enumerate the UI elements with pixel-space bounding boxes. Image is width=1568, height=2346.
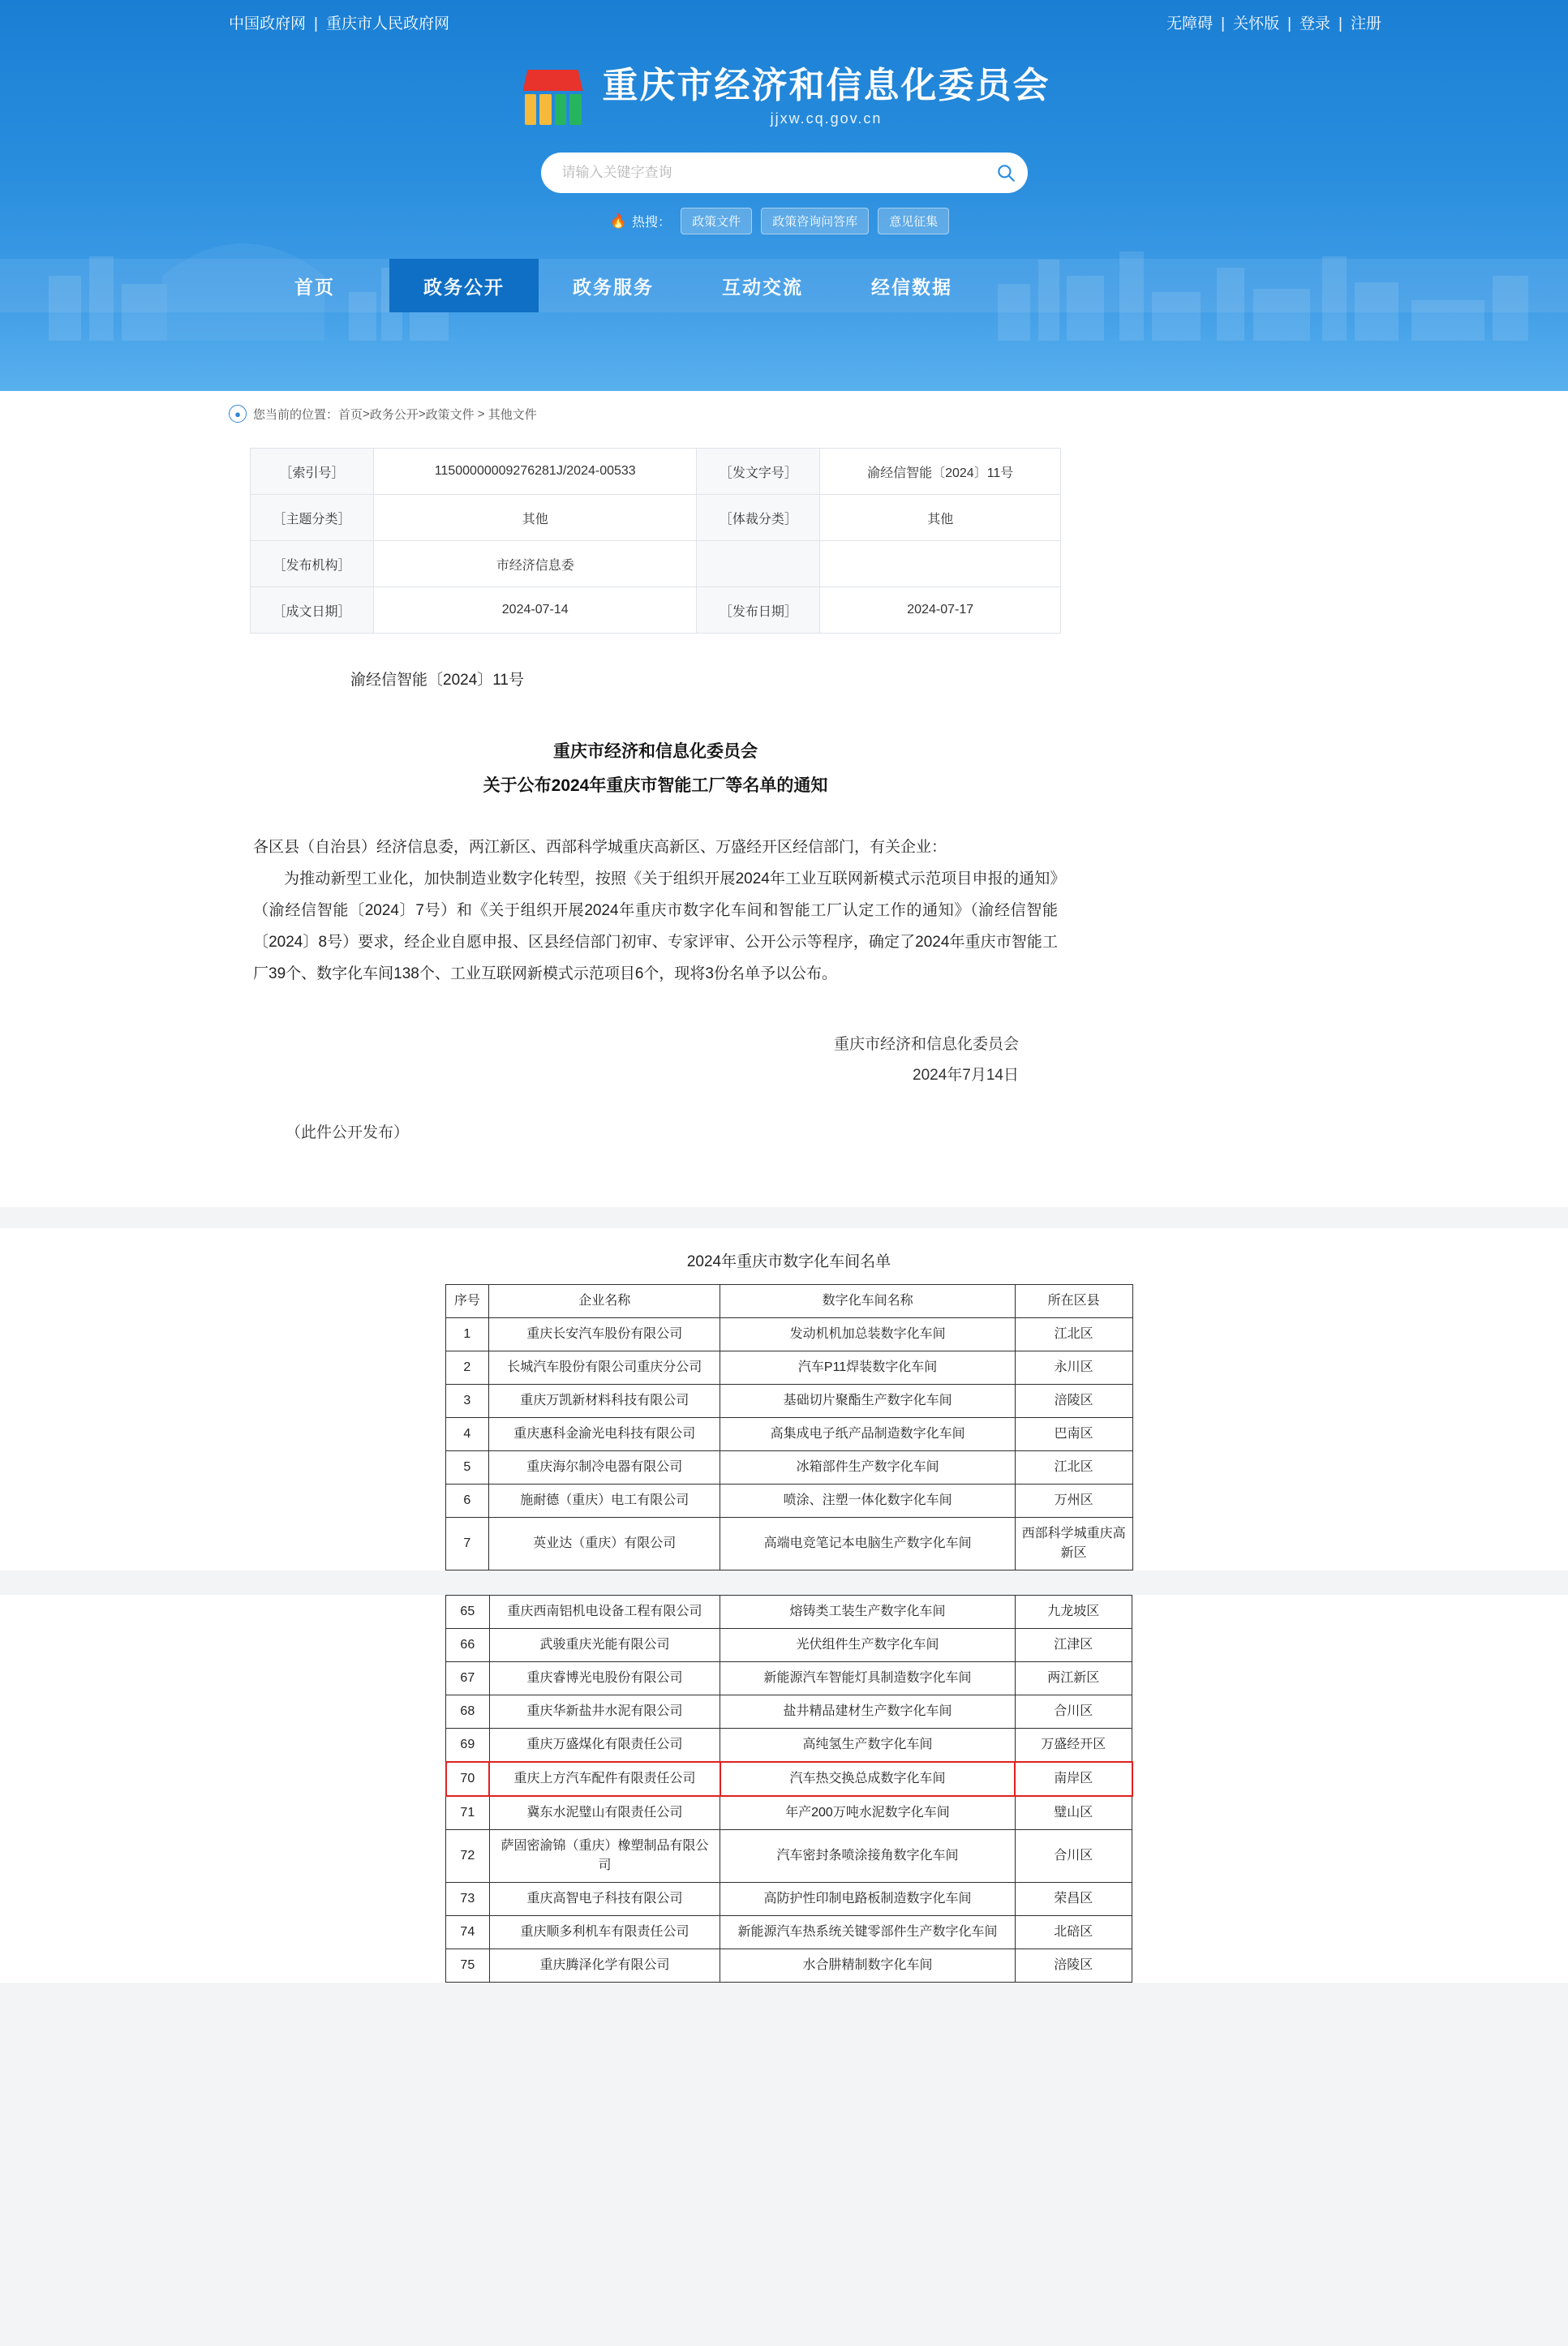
cell-no: 3 — [445, 1384, 489, 1417]
cell-no: 70 — [446, 1762, 490, 1796]
cell-district: 璧山区 — [1015, 1796, 1132, 1830]
cell-company: 冀东水泥璧山有限责任公司 — [489, 1796, 720, 1830]
top-links-left — [229, 11, 449, 33]
cell-company: 重庆长安汽车股份有限公司 — [489, 1317, 720, 1351]
link-accessibility[interactable]: 无障碍 — [1166, 15, 1214, 32]
breadcrumb-item-policy[interactable]: 政策文件 — [425, 407, 475, 422]
cell-no: 66 — [446, 1628, 490, 1661]
cell-no: 4 — [445, 1417, 489, 1450]
table-row — [446, 1882, 1132, 1915]
table-row — [446, 1628, 1132, 1661]
meta-label-index: ［索引号］ — [251, 449, 374, 495]
page-break — [0, 1570, 1568, 1595]
page-title — [253, 735, 1058, 803]
site-brand — [0, 62, 1568, 131]
table-row — [445, 1384, 1132, 1417]
divider: | — [1338, 15, 1342, 32]
cell-workshop: 熔铸类工装生产数字化车间 — [720, 1595, 1015, 1628]
link-register[interactable]: 注册 — [1350, 15, 1381, 32]
table-header-row — [445, 1284, 1132, 1317]
cell-workshop: 喷涂、注塑一体化数字化车间 — [720, 1484, 1016, 1517]
cell-district: 南岸区 — [1015, 1762, 1132, 1796]
top-links-right — [1166, 11, 1381, 33]
table-row — [445, 1317, 1132, 1351]
article-content — [0, 448, 1568, 1207]
cell-workshop: 冰箱部件生产数字化车间 — [720, 1450, 1016, 1484]
document-title-line2: 关于公布2024年重庆市智能工厂等名单的通知 — [483, 776, 828, 795]
cell-workshop: 新能源汽车热系统关键零部件生产数字化车间 — [720, 1915, 1015, 1949]
cell-no: 2 — [445, 1351, 489, 1384]
cell-district: 万州区 — [1015, 1484, 1132, 1517]
hot-search-area — [0, 208, 1568, 234]
list-title: 2024年重庆市数字化车间名单 — [686, 1252, 891, 1270]
cell-company: 重庆海尔制冷电器有限公司 — [489, 1450, 720, 1484]
table-row — [251, 541, 1061, 587]
cell-no: 69 — [446, 1728, 490, 1762]
site-title: 重庆市经济和信息化委员会 — [602, 66, 1050, 106]
section-gap — [0, 1207, 1568, 1228]
cell-company: 武骏重庆光能有限公司 — [489, 1628, 720, 1661]
meta-label-genre: ［体裁分类］ — [697, 495, 820, 541]
meta-value-publishdate: 2024-07-17 — [820, 587, 1061, 634]
location-icon: ● — [229, 405, 247, 423]
list-wrap-bottom — [384, 1595, 1195, 1983]
cell-workshop: 高集成电子纸产品制造数字化车间 — [720, 1417, 1016, 1450]
table-row — [446, 1796, 1132, 1830]
cell-district: 合川区 — [1015, 1695, 1132, 1728]
document-salutation: 各区县（自治县）经济信息委，两江新区、西部科学城重庆高新区、万盛经开区经信部门，有关企业： — [253, 839, 947, 856]
cell-company: 长城汽车股份有限公司重庆分公司 — [489, 1351, 720, 1384]
breadcrumb — [0, 391, 1568, 436]
cell-no: 5 — [445, 1450, 489, 1484]
list-section-bottom — [0, 1595, 1568, 1983]
meta-value-docnumber: 渝经信智能〔2024〕11号 — [820, 449, 1061, 495]
cell-workshop: 汽车热交换总成数字化车间 — [720, 1762, 1015, 1796]
cell-no: 71 — [446, 1796, 490, 1830]
cell-district: 江北区 — [1015, 1450, 1132, 1484]
cell-district: 万盛经开区 — [1015, 1728, 1132, 1762]
table-row — [446, 1595, 1132, 1628]
breadcrumb-item-other[interactable]: 其他文件 — [488, 407, 537, 422]
table-row — [445, 1351, 1132, 1384]
table-row — [446, 1915, 1132, 1949]
nav-item-interaction[interactable]: 互动交流 — [722, 276, 803, 298]
cell-district: 江津区 — [1015, 1628, 1132, 1661]
meta-label-publishdate: ［发布日期］ — [697, 587, 820, 634]
meta-label-writtendate: ［成文日期］ — [251, 587, 374, 634]
meta-value-writtendate: 2024-07-14 — [374, 587, 697, 634]
site-domain: jjxw.cq.gov.cn — [770, 110, 883, 127]
table-row — [251, 449, 1061, 495]
meta-value-empty — [820, 541, 1061, 587]
cell-no: 72 — [446, 1829, 490, 1882]
meta-value-index: 11500000009276281J/2024-00533 — [374, 449, 697, 495]
hot-tag-policy-docs[interactable]: 政策文件 — [681, 208, 752, 234]
nav-item-government-affairs[interactable]: 政务公开 — [389, 259, 539, 312]
cell-no: 74 — [446, 1915, 490, 1949]
breadcrumb-sep: > — [418, 406, 426, 421]
cell-no: 7 — [445, 1517, 489, 1570]
table-row — [446, 1728, 1132, 1762]
cell-district: 西部科学城重庆高新区 — [1015, 1517, 1132, 1570]
breadcrumb-item-home[interactable]: 首页 — [338, 407, 363, 422]
document-title-line1: 重庆市经济和信息化委员会 — [553, 742, 758, 761]
nav-item-data[interactable]: 经信数据 — [871, 276, 952, 298]
cell-workshop: 年产200万吨水泥数字化车间 — [720, 1796, 1015, 1830]
top-utility-bar — [0, 0, 1568, 44]
col-header-district: 所在区县 — [1015, 1284, 1132, 1317]
cell-company: 英业达（重庆）有限公司 — [489, 1517, 720, 1570]
digital-workshop-table-bottom — [445, 1595, 1133, 1983]
fire-icon: 🔥 — [609, 213, 628, 229]
search-input[interactable] — [561, 164, 992, 182]
cell-workshop: 盐井精品建材生产数字化车间 — [720, 1695, 1015, 1728]
list-section-top — [0, 1249, 1568, 1570]
breadcrumb-prefix: 您当前的位置： — [253, 407, 339, 422]
cell-no: 68 — [446, 1695, 490, 1728]
divider: | — [1221, 15, 1226, 32]
digital-workshop-table-top — [445, 1284, 1133, 1570]
link-login[interactable]: 登录 — [1300, 15, 1331, 32]
meta-label-topic: ［主题分类］ — [251, 495, 374, 541]
cell-company: 重庆睿博光电股份有限公司 — [489, 1661, 720, 1695]
cell-workshop: 发动机机加总装数字化车间 — [720, 1317, 1016, 1351]
cell-company: 重庆腾泽化学有限公司 — [489, 1949, 720, 1982]
brand-text — [603, 66, 1050, 127]
cell-workshop: 基础切片聚酯生产数字化车间 — [720, 1384, 1016, 1417]
cell-workshop: 汽车密封条喷涂接角数字化车间 — [720, 1829, 1015, 1882]
nav-item-services[interactable]: 政务服务 — [573, 276, 654, 298]
cell-company: 重庆万凯新材料科技有限公司 — [489, 1384, 720, 1417]
document-body — [250, 668, 1061, 1175]
cell-company: 萨固密渝锦（重庆）橡塑制品有限公司 — [489, 1829, 720, 1882]
cell-company: 重庆惠科金渝光电科技有限公司 — [489, 1417, 720, 1450]
search-area — [0, 153, 1568, 193]
cell-workshop: 汽车P11焊装数字化车间 — [720, 1351, 1016, 1384]
cell-no: 65 — [446, 1595, 490, 1628]
document-publish-note: （此件公开发布） — [286, 1124, 410, 1141]
table-row — [251, 587, 1061, 634]
cell-district: 巴南区 — [1015, 1417, 1132, 1450]
cell-district: 江北区 — [1015, 1317, 1132, 1351]
document-paragraph-1: 为推动新型工业化，加快制造业数字化转型，按照《关于组织开展2024年工业互联网新模式示范项目申报的通知》（渝经信智能〔2024〕7号）和《关于组织开展2024年重庆市数字化车间和智能工厂认定工作的通知》（渝经信智能〔2024〕8号）要求，经企业自愿申报、区县经信部门初审、专家评审、公开公示等程序，确定了2024年重庆市智能工厂39个、数字化车间138个、工业互联网新模式示范项目6个，现将3份名单予以公布。 — [253, 870, 1058, 982]
document-number: 渝经信智能〔2024〕11号 — [350, 672, 524, 689]
cell-company: 重庆高智电子科技有限公司 — [489, 1882, 720, 1915]
signature-organization: 重庆市经济和信息化委员会 — [833, 1035, 1019, 1053]
table-row — [445, 1450, 1132, 1484]
cell-company: 重庆上方汽车配件有限责任公司 — [489, 1762, 720, 1796]
table-row — [445, 1417, 1132, 1450]
table-row — [446, 1949, 1132, 1982]
breadcrumb-item-gov[interactable]: 政务公开 — [369, 407, 419, 422]
breadcrumb-sep: > — [474, 406, 488, 421]
table-row — [445, 1517, 1132, 1570]
table-row — [446, 1695, 1132, 1728]
table-row — [446, 1661, 1132, 1695]
cell-company: 重庆顺多利机车有限责任公司 — [489, 1915, 720, 1949]
meta-label-empty — [697, 541, 820, 587]
col-header-company: 企业名称 — [489, 1284, 720, 1317]
search-icon[interactable] — [992, 159, 1020, 187]
divider: | — [314, 15, 318, 32]
meta-value-genre: 其他 — [820, 495, 1061, 541]
list-wrap-top — [384, 1249, 1195, 1570]
breadcrumb-sep: > — [363, 406, 370, 421]
cell-workshop: 高端电竞笔记本电脑生产数字化车间 — [720, 1517, 1016, 1570]
table-row — [445, 1484, 1132, 1517]
table-row — [446, 1829, 1132, 1882]
cell-no: 75 — [446, 1949, 490, 1982]
cell-workshop: 水合肼精制数字化车间 — [720, 1949, 1015, 1982]
cell-workshop: 光伏组件生产数字化车间 — [720, 1628, 1015, 1661]
signature-date: 2024年7月14日 — [913, 1066, 1019, 1084]
meta-label-docnumber: ［发文字号］ — [697, 449, 820, 495]
search-box[interactable] — [541, 153, 1028, 193]
cell-no: 1 — [445, 1317, 489, 1351]
main-nav — [0, 259, 1568, 312]
col-header-no: 序号 — [445, 1284, 489, 1317]
cell-no: 73 — [446, 1882, 490, 1915]
cell-workshop: 高纯氢生产数字化车间 — [720, 1728, 1015, 1762]
divider: | — [1287, 15, 1292, 32]
cell-company: 重庆万盛煤化有限责任公司 — [489, 1728, 720, 1762]
logo-bars — [525, 94, 582, 125]
cell-no: 67 — [446, 1661, 490, 1695]
cell-district: 北碚区 — [1015, 1915, 1132, 1949]
table-row — [251, 495, 1061, 541]
link-china-gov[interactable]: 中国政府网 — [229, 15, 307, 32]
document-signature — [253, 1029, 1058, 1091]
cell-workshop: 新能源汽车智能灯具制造数字化车间 — [720, 1661, 1015, 1695]
cell-company: 重庆华新盐井水泥有限公司 — [489, 1695, 720, 1728]
meta-value-agency: 市经济信息委 — [374, 541, 697, 587]
pavilion-logo-icon — [518, 62, 588, 131]
document-meta-table — [250, 448, 1061, 634]
cell-workshop: 高防护性印制电路板制造数字化车间 — [720, 1882, 1015, 1915]
cell-district: 两江新区 — [1015, 1661, 1132, 1695]
logo-roof — [523, 70, 583, 91]
table-row-highlighted — [446, 1762, 1132, 1796]
nav-item-home[interactable]: 首页 — [294, 276, 335, 298]
cell-district: 涪陵区 — [1015, 1384, 1132, 1417]
cell-company: 重庆西南铝机电设备工程有限公司 — [489, 1595, 720, 1628]
hot-tag-opinions[interactable]: 意见征集 — [878, 208, 949, 234]
meta-value-topic: 其他 — [374, 495, 697, 541]
site-header — [0, 0, 1568, 391]
cell-district: 合川区 — [1015, 1829, 1132, 1882]
cell-district: 永川区 — [1015, 1351, 1132, 1384]
cell-no: 6 — [445, 1484, 489, 1517]
col-header-workshop: 数字化车间名称 — [720, 1284, 1016, 1317]
cell-company: 施耐德（重庆）电工有限公司 — [489, 1484, 720, 1517]
link-care-version[interactable]: 关怀版 — [1233, 15, 1280, 32]
cell-district: 涪陵区 — [1015, 1949, 1132, 1982]
meta-label-agency: ［发布机构］ — [251, 541, 374, 587]
link-cq-gov[interactable]: 重庆市人民政府网 — [325, 15, 449, 32]
cell-district: 荣昌区 — [1015, 1882, 1132, 1915]
hot-tag-policy-qa[interactable]: 政策咨询问答库 — [761, 208, 869, 234]
cell-district: 九龙坡区 — [1015, 1595, 1132, 1628]
hot-search-label: 热搜： — [632, 216, 672, 230]
